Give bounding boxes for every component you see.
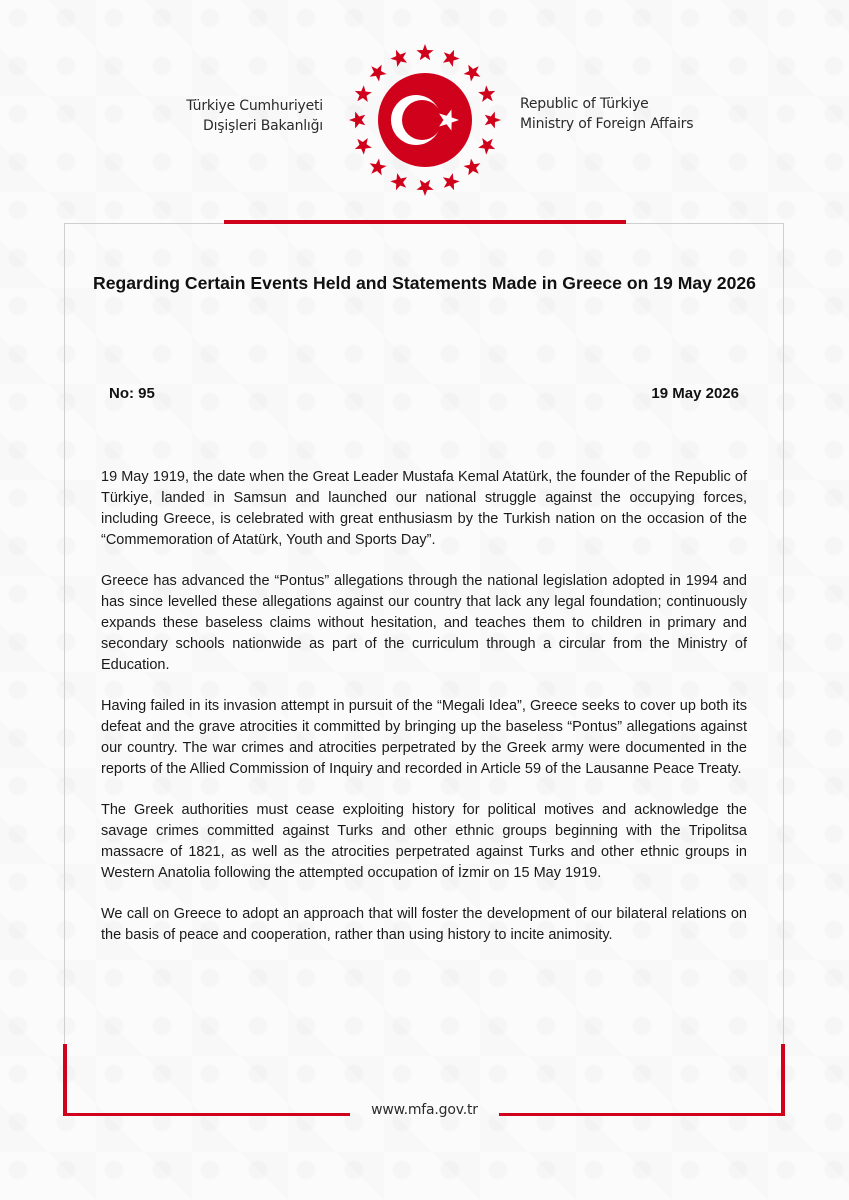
seal-star-icon	[443, 173, 460, 190]
seal-star-icon	[416, 44, 433, 60]
seal-star-icon	[355, 85, 372, 102]
ministry-name-english-line2: Ministry of Foreign Affairs	[520, 116, 694, 132]
body-paragraph-5: We call on Greece to adopt an approach that will foster the development of our bilateral relations on the basis of peace and cooperation, rather than using history to incite animosity.	[101, 906, 747, 943]
frame-left-accent	[63, 1044, 67, 1116]
ministry-name-english-line1: Republic of Türkiye	[520, 96, 649, 112]
frame-bottom-right-accent	[499, 1113, 785, 1116]
frame-top-accent	[224, 220, 626, 224]
document-number: No: 95	[109, 385, 155, 402]
seal-star-icon	[485, 111, 501, 128]
seal-star-icon	[349, 111, 365, 128]
seal-star-icon	[478, 85, 495, 102]
frame-right-accent	[781, 1044, 785, 1116]
seal-star-icon	[390, 50, 407, 67]
seal-star-icon	[416, 180, 433, 196]
turkish-crescent-star-seal-icon	[345, 40, 505, 200]
seal-star-icon	[478, 138, 495, 155]
ministry-name-turkish	[186, 96, 323, 136]
document-body	[101, 467, 747, 966]
seal-star-icon	[370, 158, 387, 175]
frame-bottom-left-accent	[63, 1113, 350, 1116]
body-paragraph-4: The Greek authorities must cease exploiting history for political motives and acknowledge the savage crimes committed against Turks and other ethnic groups beginning with the Tripolitsa massacre of 1821, as well as the atrocities perpetrated against Turks and other ethnic groups in Western Anatolia following the attempted occupation of İzmir on 15 May 1919.	[101, 802, 747, 881]
body-paragraph-2: Greece has advanced the “Pontus” allegations through the national legislation adopted in 1994 and has since levelled these allegations against our country that lack any legal foundation; continuously expands these baseless claims without hesitation, and teaches them to children in primary and secondary schools nationwide as part of the curriculum through a circular from the Ministry of Education.	[101, 573, 747, 673]
frame-left-border	[64, 223, 65, 1046]
ministry-name-english	[520, 94, 693, 134]
seal-star-icon	[463, 65, 480, 82]
website-link[interactable]: www.mfa.gov.tr	[371, 1102, 478, 1118]
seal-star-icon	[390, 173, 407, 190]
body-paragraph-1: 19 May 1919, the date when the Great Leader Mustafa Kemal Atatürk, the founder of the Republic of Türkiye, landed in Samsun and launched our national struggle against the occupying forces, including Greece, is celebrated with great enthusiasm by the Turkish nation on the occasion of the “Commemoration of Atatürk, Youth and Sports Day”.	[101, 469, 747, 548]
ministry-name-turkish-line1: Türkiye Cumhuriyeti	[186, 98, 323, 114]
body-paragraph-3: Having failed in its invasion attempt in pursuit of the “Megali Idea”, Greece seeks to cover up both its defeat and the grave atrocities it committed by bringing up the baseless “Pontus” allegations against our country. The war crimes and atrocities perpetrated by the Greek army were documented in the reports of the Allied Commission of Inquiry and recorded in Article 59 of the Lausanne Peace Treaty.	[101, 698, 747, 777]
seal-star-icon	[463, 158, 480, 175]
seal-star-icon	[370, 65, 387, 82]
frame-right-border	[783, 223, 784, 1046]
document-title: Regarding Certain Events Held and Statements Made in Greece on 19 May 2026	[93, 273, 756, 293]
ministry-name-turkish-line2: Dışişleri Bakanlığı	[203, 118, 323, 134]
seal-star-icon	[443, 50, 460, 67]
document-date: 19 May 2026	[651, 385, 739, 402]
seal-star-icon	[355, 138, 372, 155]
